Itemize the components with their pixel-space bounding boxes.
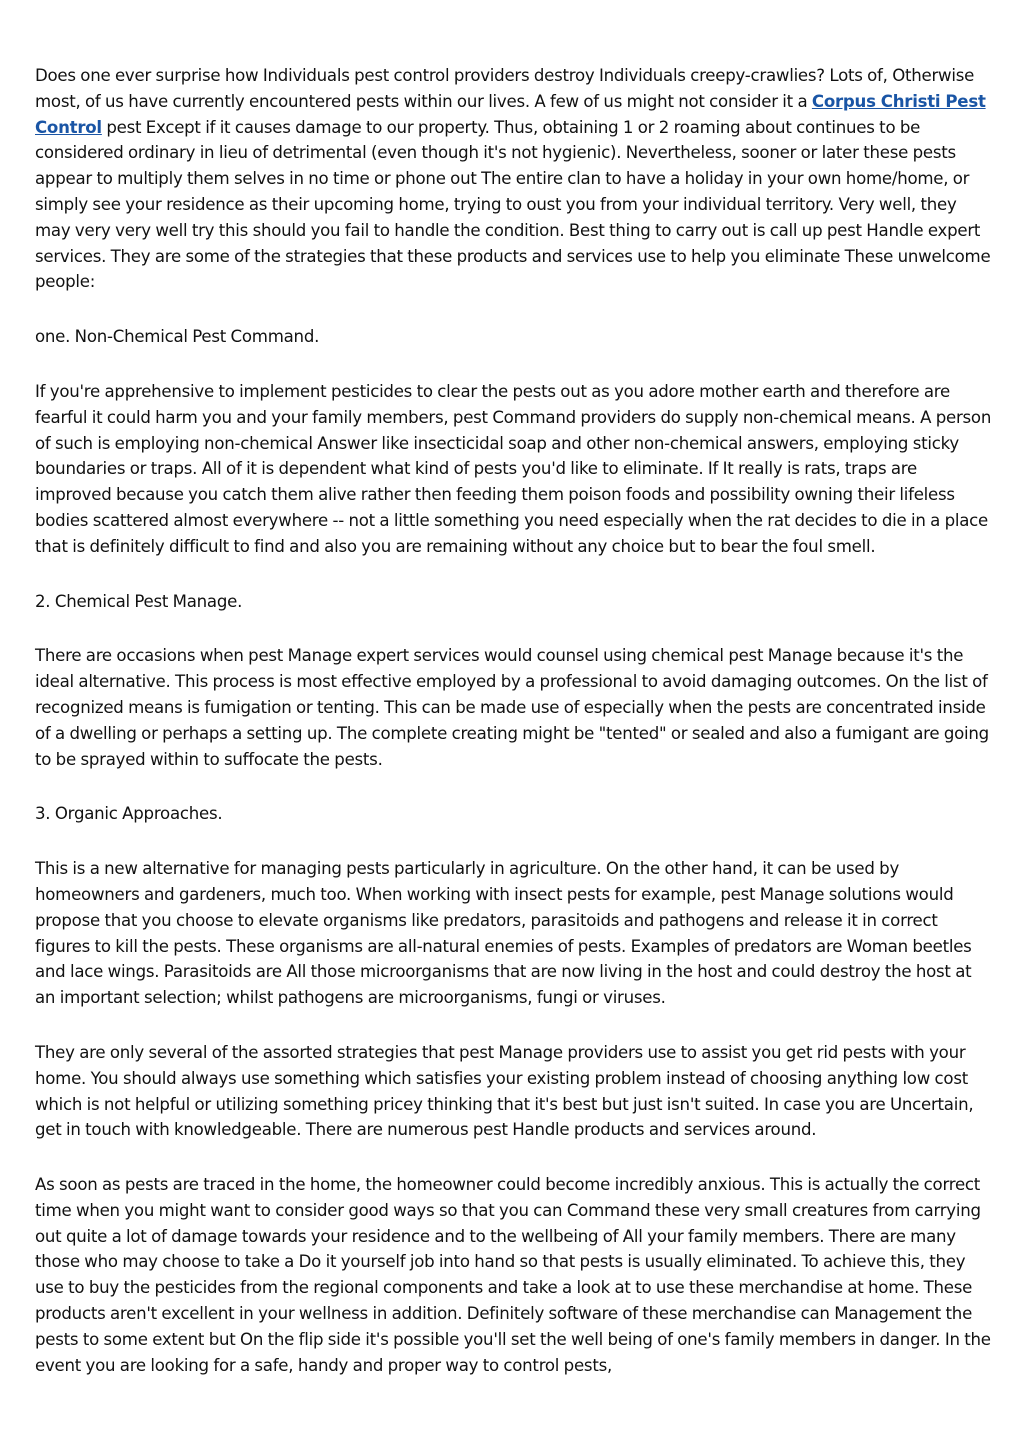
section-heading-chemical: 2. Chemical Pest Manage. — [35, 591, 243, 611]
section-heading-non-chemical: one. Non-Chemical Pest Command. — [35, 327, 320, 347]
paragraph-intro — [35, 63, 994, 295]
paragraph-summary: They are only several of the assorted strategies that pest Manage providers use to assist you get rid pests with your home. You should always use something which satisfies your existing problem instead of choosing anything low cost which is not helpful or utilizing something pricey thinking that it's best but just isn't suited. In case you are Uncertain, get in touch with knowledgeable. There are numerous pest Handle products and services around. — [35, 1042, 974, 1140]
paragraph-organic: This is a new alternative for managing pests particularly in agriculture. On the other hand, it can be used by homeowners and gardeners, much too. When working with insect pests for example, pest Manage solutions would propose that you choose to elevate organisms like predators, parasitoids and pathogens and release it in correct figures to kill the pests. These organisms are all-natural enemies of pests. Examples of predators are Woman beetles and lace wings. Parasitoids are All those microorganisms that are now living in the host and could destroy the host at an important selection; whilst pathogens are microorganisms, fungi or viruses. — [35, 859, 972, 1008]
corpus-christi-pest-control-link[interactable]: Corpus Christi Pest Control — [35, 91, 986, 137]
intro-text-after: pest Except if it causes damage to our property. Thus, obtaining 1 or 2 roaming about continues to be considered ordinary in lieu of detrimental (even though it's not hygienic). Nevertheless, sooner or later these pests appear to multiply them selves in no time or phone out The entire clan to have a holiday in your own home/home, or simply see your residence as their upcoming home, trying to oust you from your individual territory. Very well, they may very very well try this should you fail to handle the condition. Best thing to carry out is call up pest Handle expert services. They are some of the strategies that these products and services use to help you eliminate These unwelcome people: — [35, 117, 991, 292]
intro-text-before: Does one ever surprise how Individuals pest control providers destroy Individuals creepy-crawlies? Lots of, Otherwise most, of us have currently encountered pests within our lives. A few of us might not consider it a — [35, 66, 975, 111]
paragraph-chemical: There are occasions when pest Manage expert services would counsel using chemical pest Manage because it's the ideal alternative. This process is most effective employed by a professional to avoid damaging outcomes. On the list of recognized means is fumigation or tenting. This can be made use of especially when the pests are concentrated inside of a dwelling or perhaps a setting up. The complete creating might be "tented" or sealed and also a fumigant are going to be sprayed within to suffocate the pests. — [35, 646, 989, 769]
paragraph-home-pests: As soon as pests are traced in the home, the homeowner could become incredibly anxious. This is actually the correct time when you might want to consider good ways so that you can Command these very small creatures from carrying out quite a lot of damage towards your residence and to the wellbeing of All your family members. There are many those who may choose to take a Do it yourself job into hand so that pests is usually eliminated. To achieve this, they use to buy the pesticides from the regional components and take a look at to use these merchandise at home. These products aren't excellent in your wellness in addition. Definitely software of these merchandise can Management the pests to some extent but On the flip side it's possible you'll set the well being of one's family members in danger. In the event you are looking for a safe, handy and proper way to control pests, — [35, 1175, 991, 1375]
paragraph-non-chemical: If you're apprehensive to implement pesticides to clear the pests out as you adore mother earth and therefore are fearful it could harm you and your family members, pest Command providers do supply non-chemical means. A person of such is employing non-chemical Answer like insecticidal soap and other non-chemical answers, employing sticky boundaries or traps. All of it is dependent what kind of pests you'd like to eliminate. If It really is rats, traps are improved because you catch them alive rather then feeding them poison foods and possibility owning their lifeless bodies scattered almost everywhere -- not a little something you need especially when the rat decides to die in a place that is definitely difficult to find and also you are remaining without any choice but to bear the foul smell. — [35, 381, 992, 556]
section-heading-organic: 3. Organic Approaches. — [35, 804, 223, 824]
